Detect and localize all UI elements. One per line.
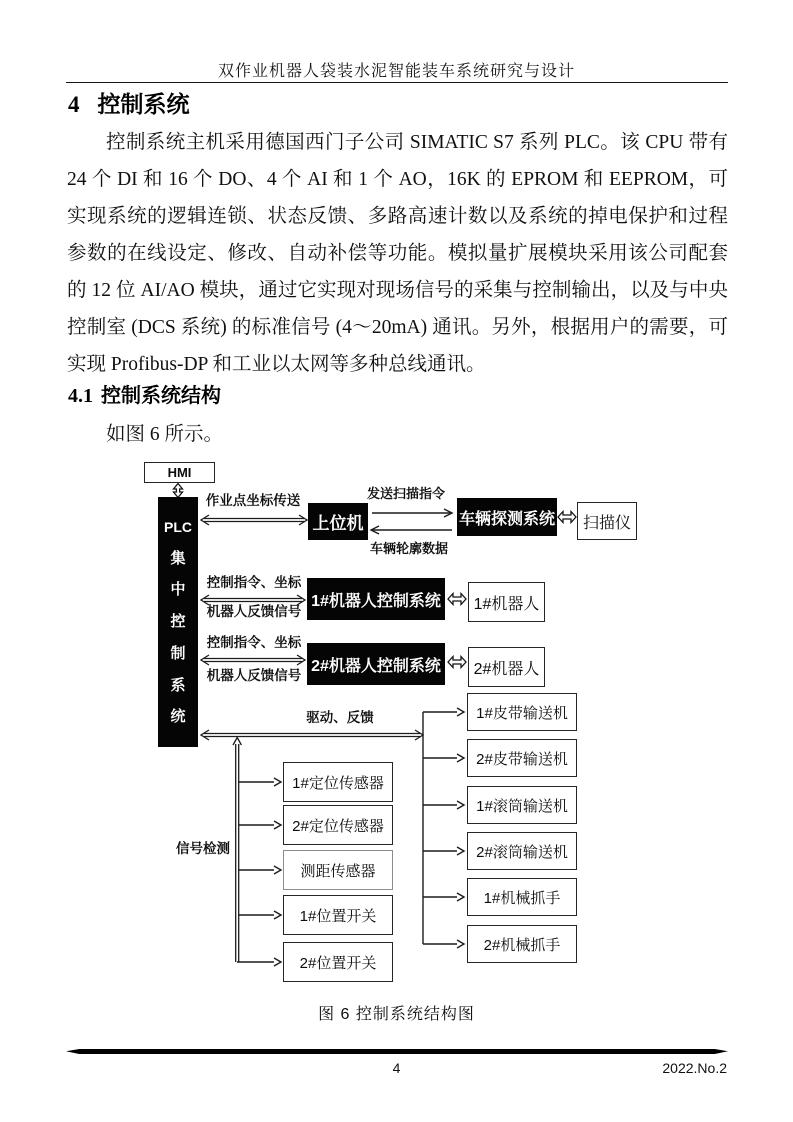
plc-char: 统: [170, 708, 186, 726]
node-robot2: 2#机器人: [468, 647, 545, 687]
label-robot-feedback-1: 机器人反馈信号: [206, 604, 302, 619]
section-number: 4: [68, 92, 80, 117]
issue-label: 2022.No.2: [662, 1060, 727, 1076]
signal-detection-branch-tree: [233, 738, 281, 967]
label-send-scan-command: 发送扫描指令: [366, 486, 445, 501]
node-roller-conveyor1: 1#滚筒输送机: [467, 786, 577, 824]
node-plc-central-control: [158, 497, 198, 747]
node-vehicle-detection-system: 车辆探测系统: [457, 498, 557, 536]
node-scanner: 扫描仪: [577, 502, 637, 540]
node-robot1: 1#机器人: [468, 582, 545, 622]
node-host-computer: 上位机: [308, 503, 368, 540]
subsection-title: 控制系统结构: [101, 385, 221, 407]
node-robot1-control-system: 1#机器人控制系统: [307, 578, 445, 620]
plc-char: 中: [170, 581, 186, 599]
figure-caption: 图 6 控制系统结构图: [318, 1006, 475, 1023]
hmi-plc-bidirectional-arrow-icon: [174, 484, 183, 498]
node-distance-sensor: 测距传感器: [283, 850, 393, 890]
running-head-title: 双作业机器人袋装水泥智能装车系统研究与设计: [217, 63, 575, 80]
subsection-heading: [68, 379, 221, 408]
section-heading: [68, 86, 190, 119]
page-number: 4: [392, 1060, 401, 1076]
node-gripper1: 1#机械抓手: [467, 878, 577, 916]
send-scan-arrow: [372, 509, 452, 517]
figure-6-diagram: [0, 455, 793, 1030]
node-belt-conveyor1: 1#皮带输送机: [467, 693, 577, 731]
drive-feedback-double-arrow: [201, 730, 423, 740]
node-limit-switch1: 1#位置开关: [283, 895, 393, 935]
label-control-cmd-coord-2: 控制指令、坐标: [206, 635, 302, 650]
node-position-sensor2: 2#定位传感器: [283, 805, 393, 845]
right-branch-tree: [423, 708, 464, 948]
figure-intro-text: 如图 6 所示。: [106, 424, 224, 445]
detection-scanner-bidirectional-arrow-icon: [558, 512, 576, 523]
label-robot-feedback-2: 机器人反馈信号: [206, 668, 302, 683]
node-robot2-control-system: 2#机器人控制系统: [307, 643, 445, 685]
vehicle-profile-arrow: [371, 526, 452, 534]
section-title: 控制系统: [97, 91, 190, 117]
plc-char: 集: [170, 549, 186, 567]
plc-char: 控: [170, 613, 186, 630]
label-work-point-transfer: 作业点坐标传送: [205, 493, 301, 508]
label-control-cmd-coord-1: 控制指令、坐标: [206, 575, 302, 590]
robot1-controller-robot1-bidirectional-arrow-icon: [448, 594, 466, 605]
node-limit-switch2: 2#位置开关: [283, 942, 393, 982]
plc-char: 制: [170, 644, 186, 662]
node-belt-conveyor2: 2#皮带输送机: [467, 739, 577, 777]
robot2-controller-robot2-bidirectional-arrow-icon: [448, 657, 466, 668]
label-signal-detection: 信号检测: [176, 841, 230, 856]
node-gripper2: 2#机械抓手: [467, 925, 577, 963]
node-hmi: HMI: [144, 462, 215, 483]
plc-char: 系: [170, 676, 186, 694]
header-rule: [66, 82, 728, 83]
subsection-number: 4.1: [68, 385, 93, 407]
node-roller-conveyor2: 2#滚筒输送机: [467, 832, 577, 870]
body-paragraph: 控制系统主机采用德国西门子公司 SIMATIC S7 系列 PLC。该 CPU 带有 24 个 DI 和 16 个 DO、4 个 AI 和 1 个 AO，16K 的 EPROM 和 EEPROM，可实现系统的逻辑连锁、状态反馈、多路高速计数以及系统的掉电保护和过程参数的在线设定、修改、自动补偿等功能。模拟量扩展模块采用该公司配套的 12 位 AI/AO 模块，通过它实现对现场信号的采集与控制输出，以及与中央控制室 (DCS 系统) 的标准信号 (4～20mA) 通讯。另外，根据用户的需要，可实现 Profibus-DP 和工业以太网等多种总线通讯。: [67, 132, 728, 375]
plc-robot2-double-arrow: [201, 655, 305, 665]
node-position-sensor1: 1#定位传感器: [283, 762, 393, 802]
label-drive-feedback: 驱动、反馈: [306, 710, 374, 725]
plc-host-double-arrow: [201, 515, 307, 525]
plc-label: PLC: [164, 518, 192, 535]
label-vehicle-profile-data: 车辆轮廓数据: [369, 541, 448, 556]
footer-rule: [66, 1049, 728, 1054]
